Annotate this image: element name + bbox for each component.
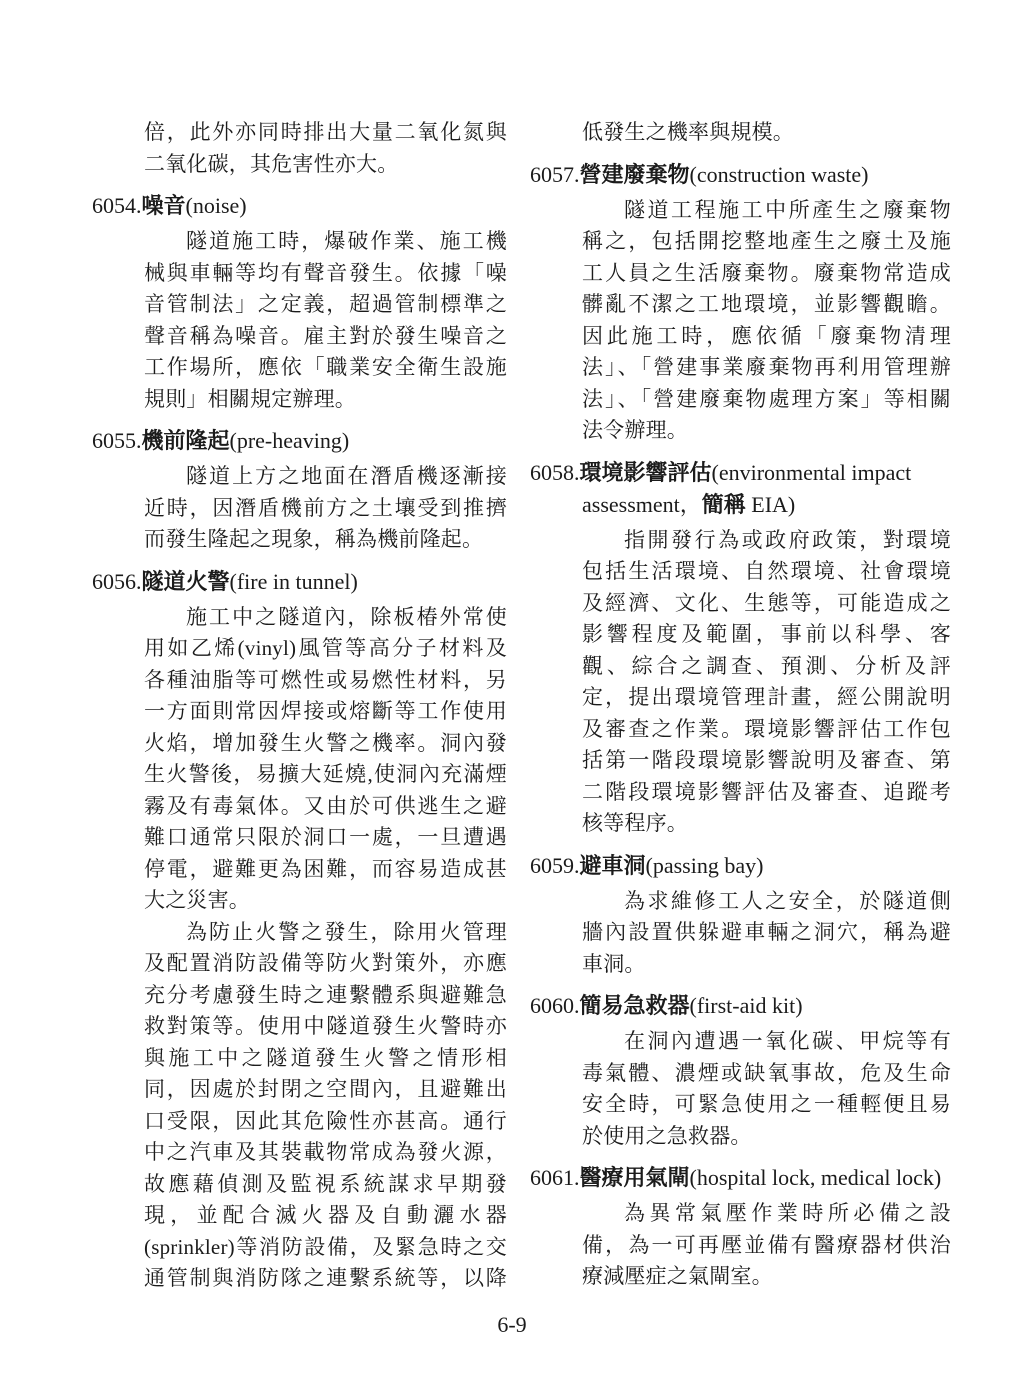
entry-term-english: (hospital lock, medical lock)	[689, 1165, 942, 1190]
entry-term: 機前隆起	[141, 428, 230, 453]
entry-heading-6054	[92, 190, 507, 222]
text-line: 牆內設置供躲避車輛之洞穴，稱為避	[582, 920, 951, 944]
text-line: 安全時，可緊急使用之一種輕便且易	[582, 1092, 951, 1116]
entry-term-english: EIA)	[745, 491, 796, 517]
entry-term-english: (pre-heaving)	[229, 428, 350, 453]
entry-term: 營建廢棄物	[579, 161, 690, 187]
text-line: 充分考慮發生時之連繫體系與避難急	[144, 982, 507, 1007]
text-line: 隧道上方之地面在潛盾機逐漸接	[186, 464, 507, 488]
text-line: 於使用之急救器。	[582, 1123, 752, 1148]
entry-term: 環境影響評估	[579, 459, 712, 485]
entry-term: 噪音	[141, 193, 186, 218]
text-line: 法」、「營建事業廢棄物再利用管理辦	[582, 355, 951, 379]
entry-paragraph-6058	[530, 525, 951, 840]
entry-heading-6057	[530, 159, 951, 191]
text-line: 核等程序。	[582, 811, 688, 835]
entry-paragraph-6056-1	[92, 602, 507, 917]
entry-term-english: (construction waste)	[689, 161, 869, 187]
entry-number: 6058.	[530, 459, 580, 485]
text-line: 定，提出環境管理計畫，經公開說明	[582, 685, 951, 709]
entry-term-english: (first-aid kit)	[689, 993, 803, 1018]
text-line: 用如乙烯(vinyl)風管等高分子材料及	[144, 636, 507, 660]
text-line: 及審查之作業。環境影響評估工作包	[582, 716, 951, 741]
text-line: 通管制與消防隊之連繫系統等，以降	[144, 1266, 507, 1290]
text-line: 規則」相關規定辦理。	[144, 386, 356, 411]
entry-number: 6055.	[92, 428, 142, 453]
left-column	[92, 117, 507, 1295]
text-line: 難口通常只限於洞口一處，一旦遭遇	[144, 825, 507, 849]
text-line: 生火警後，易擴大延燒,使洞內充滿煙	[144, 762, 507, 786]
text-line: 車洞。	[582, 951, 646, 976]
text-line: 停電，避難更為困難，而容易造成甚	[144, 856, 507, 881]
entry-paragraph-6061	[530, 1198, 951, 1293]
text-line: 毒氣體、濃煙或缺氧事故，危及生命	[582, 1060, 951, 1085]
carryover-paragraph	[530, 117, 951, 149]
text-line: 法」、「營建廢棄物處理方案」等相關	[582, 386, 951, 411]
entry-heading-6061	[530, 1162, 951, 1194]
text-line: 而發生隆起之現象，稱為機前隆起。	[144, 527, 484, 551]
text-line: 隧道施工時，爆破作業、施工機	[186, 229, 507, 253]
entry-term: 隧道火警	[141, 568, 230, 594]
text-line: 稱之，包括開挖整地產生之廢土及施	[582, 229, 951, 253]
text-line: 大之災害。	[144, 888, 250, 912]
text-line: 髒亂不潔之工地環境，並影響觀瞻。	[582, 292, 951, 316]
text-line: 現，並配合滅火器及自動灑水器	[144, 1203, 507, 1227]
entry-heading-6060	[530, 990, 951, 1022]
entry-number: 6059.	[530, 852, 580, 878]
text-line: 工作場所，應依「職業安全衛生設施	[144, 355, 507, 379]
text-line: 同，因處於封閉之空間內，且避難出	[144, 1077, 507, 1101]
entry-term: 醫療用氣閘	[579, 1165, 690, 1190]
text-line: 與施工中之隧道發生火警之情形相	[144, 1045, 507, 1070]
entry-term-english: (passing bay)	[645, 852, 764, 878]
text-line: 及配置消防設備等防火對策外，亦應	[144, 951, 507, 975]
entry-paragraph-6059	[530, 886, 951, 981]
text-line: 中之汽車及其裝載物常成為發火源，	[144, 1140, 507, 1164]
entry-paragraph-6054	[92, 226, 507, 415]
entry-heading-6055	[92, 425, 507, 457]
text-line: (sprinkler)等消防設備，及緊急時之交	[144, 1234, 507, 1259]
entry-number: 6060.	[530, 993, 580, 1018]
text-line: 音管制法」之定義，超過管制標準之	[144, 292, 507, 316]
entry-number: 6056.	[92, 568, 142, 594]
text-line: 為求維修工人之安全，於隧道側	[624, 888, 951, 913]
text-line: 聲音稱為噪音。雇主對於發生噪音之	[144, 323, 507, 348]
entry-paragraph-6060	[530, 1026, 951, 1152]
text-line: 法令辦理。	[582, 418, 688, 442]
entry-heading-6059	[530, 850, 951, 882]
text-line: 括第一階段環境影響說明及審查、第	[582, 748, 951, 772]
text-line: 二階段環境影響評估及審查、追蹤考	[582, 779, 951, 804]
entry-term: 簡易急救器	[579, 993, 690, 1018]
entry-heading-6056	[92, 566, 507, 598]
text-line: 故應藉偵測及監視系統謀求早期發	[144, 1171, 507, 1196]
text-line: 隧道工程施工中所產生之廢棄物	[624, 197, 951, 222]
text-line: 指開發行為或政府政策，對環境	[624, 527, 951, 552]
text-line: 施工中之隧道內，除板椿外常使	[186, 604, 507, 629]
entry-number: 6054.	[92, 193, 142, 218]
right-column	[530, 117, 951, 1293]
page-number: 6-9	[497, 1312, 527, 1337]
text-line: 口受限，因此其危險性亦甚高。通行	[144, 1108, 507, 1133]
text-line: 療減壓症之氣閘室。	[582, 1264, 773, 1288]
text-line: 倍，此外亦同時排出大量二氧化氮與	[144, 120, 507, 144]
entry-term-english: (environmental impact assessment，	[582, 459, 912, 517]
entry-number: 6061.	[530, 1165, 580, 1190]
text-line: 影響程度及範圍，事前以科學、客	[582, 622, 951, 646]
text-line: 低發生之機率與規模。	[582, 120, 794, 144]
text-line: 工人員之生活廢棄物。廢棄物常造成	[582, 260, 951, 285]
entry-number: 6057.	[530, 161, 580, 187]
text-line: 火焰，增加發生火警之機率。洞內發	[144, 730, 507, 755]
text-line: 為異常氣壓作業時所必備之設	[624, 1201, 951, 1225]
text-line: 霧及有毒氣体。又由於可供逃生之避	[144, 793, 507, 818]
entry-term-abbrev-label: 簡稱	[701, 491, 746, 517]
text-line: 近時，因潛盾機前方之土壤受到推擠	[144, 495, 507, 520]
entry-paragraph-6055	[92, 461, 507, 556]
text-line: 因此施工時，應依循「廢棄物清理	[582, 323, 951, 348]
entry-paragraph-6056-2	[92, 917, 507, 1295]
text-line: 救對策等。使用中隧道發生火警時亦	[144, 1014, 507, 1038]
text-line: 一方面則常因焊接或熔斷等工作使用	[144, 699, 507, 723]
text-line: 各種油脂等可燃性或易燃性材料，另	[144, 667, 507, 692]
entry-heading-6058	[530, 457, 951, 521]
entry-paragraph-6057	[530, 195, 951, 447]
entry-term-english: (noise)	[185, 193, 247, 218]
text-line: 觀、綜合之調查、預測、分析及評	[582, 653, 951, 678]
text-line: 備，為一可再壓並備有醫療器材供治	[582, 1232, 951, 1257]
entry-term-english: (fire in tunnel)	[229, 568, 358, 594]
text-line: 及經濟、文化、生態等，可能造成之	[582, 590, 951, 615]
entry-term: 避車洞	[579, 852, 646, 878]
text-line: 二氧化碳，其危害性亦大。	[144, 151, 399, 176]
text-line: 為防止火警之發生，除用火管理	[186, 919, 507, 944]
text-line: 械與車輛等均有聲音發生。依據「噪	[144, 260, 507, 285]
text-line: 包括生活環境、自然環境、社會環境	[582, 559, 951, 583]
text-line: 在洞內遭遇一氧化碳、甲烷等有	[624, 1029, 951, 1053]
carryover-paragraph	[92, 117, 507, 180]
